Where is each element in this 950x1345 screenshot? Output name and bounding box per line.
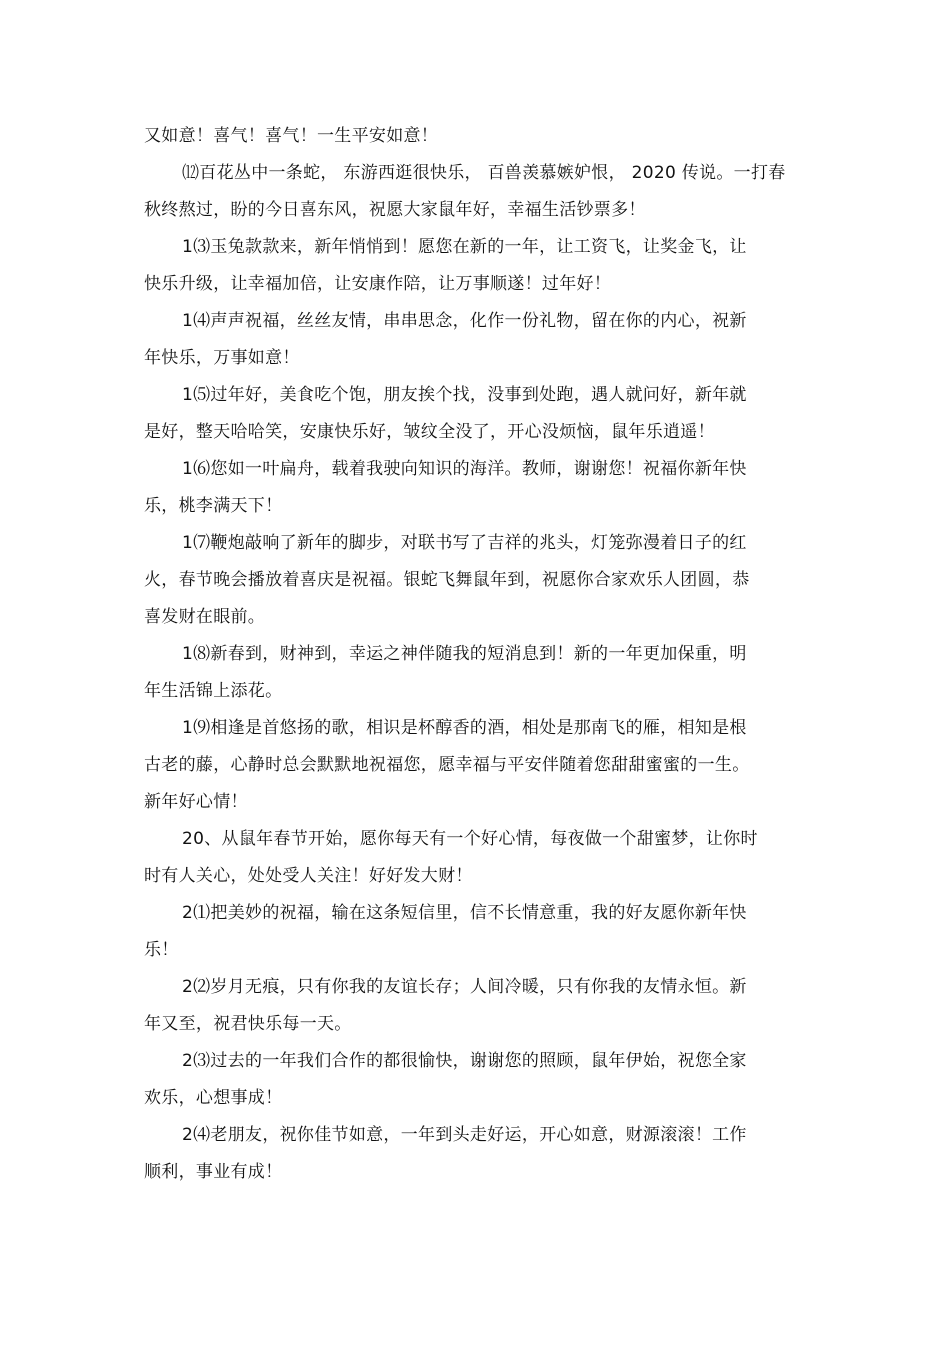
text-line: 乐！ bbox=[144, 940, 179, 960]
text-line: 年又至，祝君快乐每一天。 bbox=[144, 1014, 352, 1034]
text-line: 1⑹您如一叶扁舟，载着我驶向知识的海洋。教师，谢谢您！祝福你新年快 bbox=[182, 459, 747, 479]
text-line: 快乐升级，让幸福加倍，让安康作陪，让万事顺遂！过年好！ bbox=[144, 274, 612, 294]
text-line: 新年好心情！ bbox=[144, 792, 248, 812]
text-line: 秋终熬过，盼的今日喜东风，祝愿大家鼠年好，幸福生活钞票多！ bbox=[144, 200, 646, 220]
text-line: 2⑵岁月无痕，只有你我的友谊长存；人间冷暖，只有你我的友情永恒。新 bbox=[182, 977, 747, 997]
text-line: 2⑶过去的一年我们合作的都很愉快，谢谢您的照顾，鼠年伊始，祝您全家 bbox=[182, 1051, 747, 1071]
paragraph-14 bbox=[144, 303, 784, 377]
paragraph-11-tail bbox=[144, 118, 784, 155]
paragraph-21 bbox=[144, 895, 784, 969]
paragraph-12 bbox=[144, 155, 784, 229]
paragraph-23 bbox=[144, 1043, 784, 1117]
text-line: 火，春节晚会播放着喜庆是祝福。银蛇飞舞鼠年到，祝愿你合家欢乐人团圆，恭 bbox=[144, 570, 750, 590]
paragraph-17 bbox=[144, 525, 784, 636]
text-line: 1⑻新春到，财神到，幸运之神伴随我的短消息到！新的一年更加保重，明 bbox=[182, 644, 747, 664]
text-line: 2⑷老朋友，祝你佳节如意，一年到头走好运，开心如意，财源滚滚！工作 bbox=[182, 1125, 747, 1145]
document-body bbox=[144, 118, 784, 1191]
text-line: 年快乐，万事如意！ bbox=[144, 348, 300, 368]
text-line: 1⑸过年好，美食吃个饱，朋友挨个找，没事到处跑，遇人就问好，新年就 bbox=[182, 385, 747, 405]
text-line: 时有人关心，处处受人关注！好好发大财！ bbox=[144, 866, 473, 886]
text-line: 1⑷声声祝福，丝丝友情，串串思念，化作一份礼物，留在你的内心，祝新 bbox=[182, 311, 747, 331]
paragraph-18 bbox=[144, 636, 784, 710]
text-line: 喜发财在眼前。 bbox=[144, 607, 266, 627]
text-line: 又如意！喜气！喜气！一生平安如意！ bbox=[144, 126, 439, 146]
text-line: 是好，整天哈哈笑，安康快乐好，皱纹全没了，开心没烦恼，鼠年乐逍遥！ bbox=[144, 422, 715, 442]
text-line: 2⑴把美妙的祝福，输在这条短信里，信不长情意重，我的好友愿你新年快 bbox=[182, 903, 747, 923]
paragraph-15 bbox=[144, 377, 784, 451]
text-line: 1⑼相逢是首悠扬的歌，相识是杯醇香的酒，相处是那南飞的雁，相知是根 bbox=[182, 718, 747, 738]
text-line: 年生活锦上添花。 bbox=[144, 681, 283, 701]
paragraph-22 bbox=[144, 969, 784, 1043]
text-line: 乐，桃李满天下！ bbox=[144, 496, 283, 516]
paragraph-19 bbox=[144, 710, 784, 821]
text-line: ⑿百花丛中一条蛇， 东游西逛很快乐， 百兽羡慕嫉妒恨， 2020 传说。一打春 bbox=[182, 163, 786, 183]
paragraph-20 bbox=[144, 821, 784, 895]
text-line: 古老的藤，心静时总会默默地祝福您，愿幸福与平安伴随着您甜甜蜜蜜的一生。 bbox=[144, 755, 750, 775]
paragraph-16 bbox=[144, 451, 784, 525]
text-line: 1⑶玉兔款款来，新年悄悄到！愿您在新的一年，让工资飞，让奖金飞，让 bbox=[182, 237, 747, 257]
paragraph-13 bbox=[144, 229, 784, 303]
text-line: 顺利，事业有成！ bbox=[144, 1162, 283, 1182]
text-line: 20、从鼠年春节开始，愿你每天有一个好心情，每夜做一个甜蜜梦，让你时 bbox=[182, 829, 758, 849]
text-line: 欢乐，心想事成！ bbox=[144, 1088, 283, 1108]
text-line: 1⑺鞭炮敲响了新年的脚步，对联书写了吉祥的兆头，灯笼弥漫着日子的红 bbox=[182, 533, 747, 553]
paragraph-24 bbox=[144, 1117, 784, 1191]
